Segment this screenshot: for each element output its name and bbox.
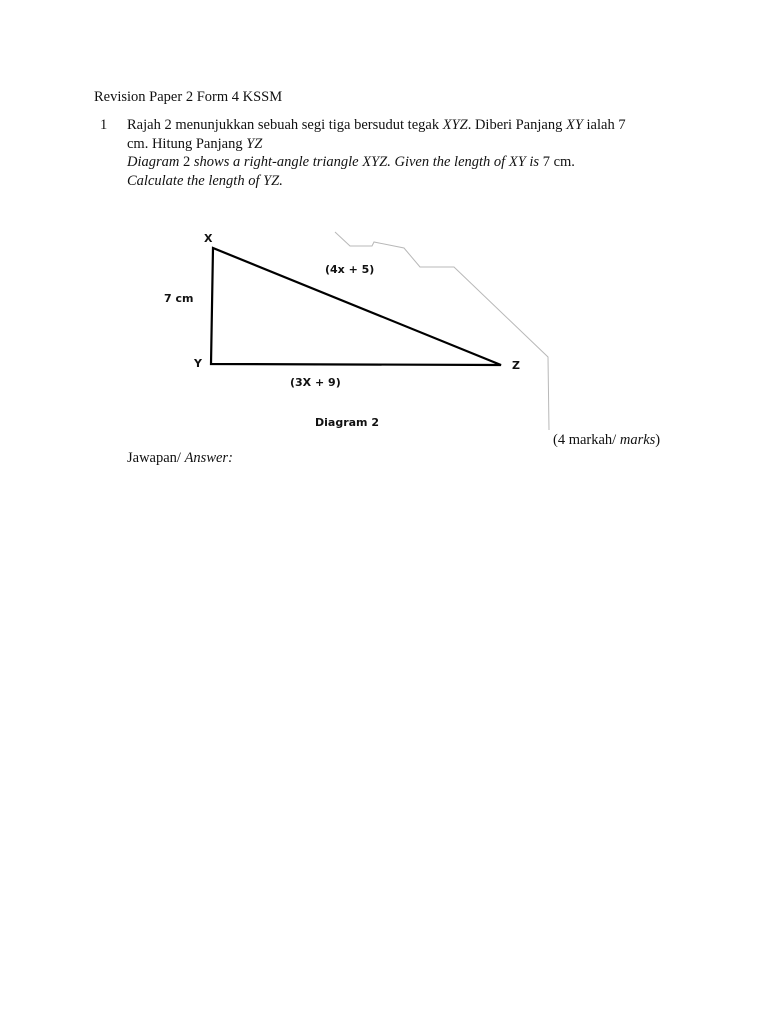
answer-label: Jawapan/ Answer: xyxy=(127,450,233,466)
question-number: 1 xyxy=(100,117,108,133)
question-english-line-2: Calculate the length of YZ. xyxy=(127,172,283,189)
question-malay-line-1: Rajah 2 menunjukkan sebuah segi tiga bersudut tegak XYZ. Diberi Panjang XY ialah 7 xyxy=(127,117,626,133)
marks-note: (4 markah/ marks) xyxy=(553,432,661,448)
vertex-y-label: Y xyxy=(194,357,202,370)
scan-edge-line xyxy=(335,232,549,430)
side-xy-label: 7 cm xyxy=(164,292,194,305)
triangle-diagram xyxy=(0,220,768,460)
diagram-caption: Diagram 2 xyxy=(315,416,379,429)
page-title: Revision Paper 2 Form 4 KSSM xyxy=(94,89,283,105)
vertex-z-label: Z xyxy=(512,359,520,372)
question-malay-line-2: cm. Hitung Panjang YZ xyxy=(127,135,263,152)
side-xz-label: (4x + 5) xyxy=(325,263,375,276)
triangle-figure xyxy=(0,220,768,460)
question-english-line-1: Diagram 2 shows a right-angle triangle XYZ. Given the length of XY is 7 cm. xyxy=(127,154,575,170)
question-text xyxy=(127,116,677,190)
vertex-x-label: X xyxy=(204,232,213,245)
side-yz-label: (3X + 9) xyxy=(290,376,341,389)
